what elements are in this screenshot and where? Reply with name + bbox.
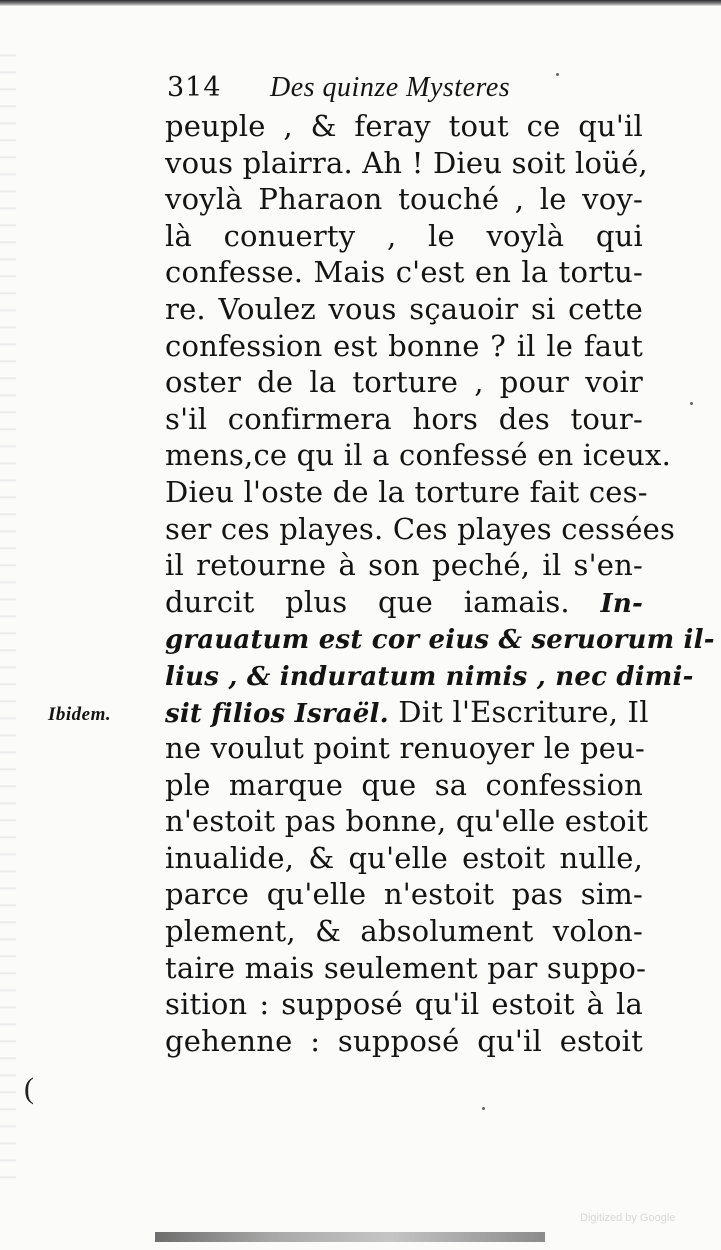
page-header [165, 70, 585, 108]
text-line-with-latin-start [165, 584, 643, 621]
text-line: taire mais seulement par suppo- [165, 950, 647, 985]
text-line: mens,ce qu il a confessé en iceux. [165, 438, 672, 473]
text-line: confession est bonne ? il le faut [165, 328, 643, 363]
latin-quote-start: In- [600, 588, 644, 619]
text-line: oster de la torture , pour voir [165, 365, 643, 400]
margin-note: Ibidem. [48, 704, 112, 725]
latin-quote-line [165, 620, 715, 657]
text-line: sition : supposé qu'il estoit à la [165, 987, 643, 1022]
page-gutter-shadow [0, 40, 16, 1190]
latin-quote-end: sit filios Israël. [165, 698, 389, 729]
text-line: n'estoit pas bonne, qu'elle estoit [165, 804, 649, 839]
ink-speck [556, 73, 559, 76]
text-line: vous plairra. Ah ! Dieu soit loüé, [165, 145, 648, 180]
text-line: voylà Pharaon touché , le voy- [165, 182, 643, 217]
latin-quote-line [165, 657, 694, 694]
text-line: ne voulut point renuoyer le peu- [165, 731, 645, 766]
body-text [165, 108, 715, 1059]
latin-quote-text: lius , & induratum nimis , nec dimi- [165, 661, 694, 692]
page-top-edge [0, 0, 721, 6]
text-line: peuple , & feray tout ce qu'il [165, 109, 643, 143]
text-line: inualide, & qu'elle estoit nulle, [165, 840, 643, 875]
text-line: confesse. Mais c'est en la tortu- [165, 255, 643, 290]
text-segment: Dit l'Escriture, Il [398, 694, 649, 729]
scan-watermark: Digitized by Google [580, 1212, 676, 1224]
page-number: 314 [167, 72, 222, 103]
text-line: s'il confirmera hors des tour- [165, 401, 643, 436]
text-line: gehenne : supposé qu'il estoit [165, 1023, 643, 1058]
text-line: Dieu l'oste de la torture fait ces- [165, 474, 648, 509]
text-line: ser ces playes. Ces playes cessées [165, 511, 676, 546]
text-line: re. Voulez vous sçauoir si cette [165, 291, 643, 326]
running-title: Des quinze Mysteres [270, 72, 511, 103]
stray-ink-mark: ( [24, 1072, 34, 1105]
page-bottom-edge [155, 1232, 545, 1242]
text-line: durcit plus que iamais. [165, 584, 570, 619]
text-line: parce qu'elle n'estoit pas sim- [165, 877, 643, 912]
text-line: plement, & absolument volon- [165, 914, 643, 949]
ink-speck [482, 1107, 485, 1110]
text-line: il retourne à son peché, il s'en- [165, 548, 643, 583]
mixed-line [165, 694, 649, 731]
text-line: là conuerty , le voylà qui [165, 218, 643, 253]
ink-speck [690, 402, 693, 405]
latin-quote-text: grauatum est cor eius & seruorum il- [165, 625, 715, 656]
text-line: ple marque que sa confession [165, 767, 643, 802]
